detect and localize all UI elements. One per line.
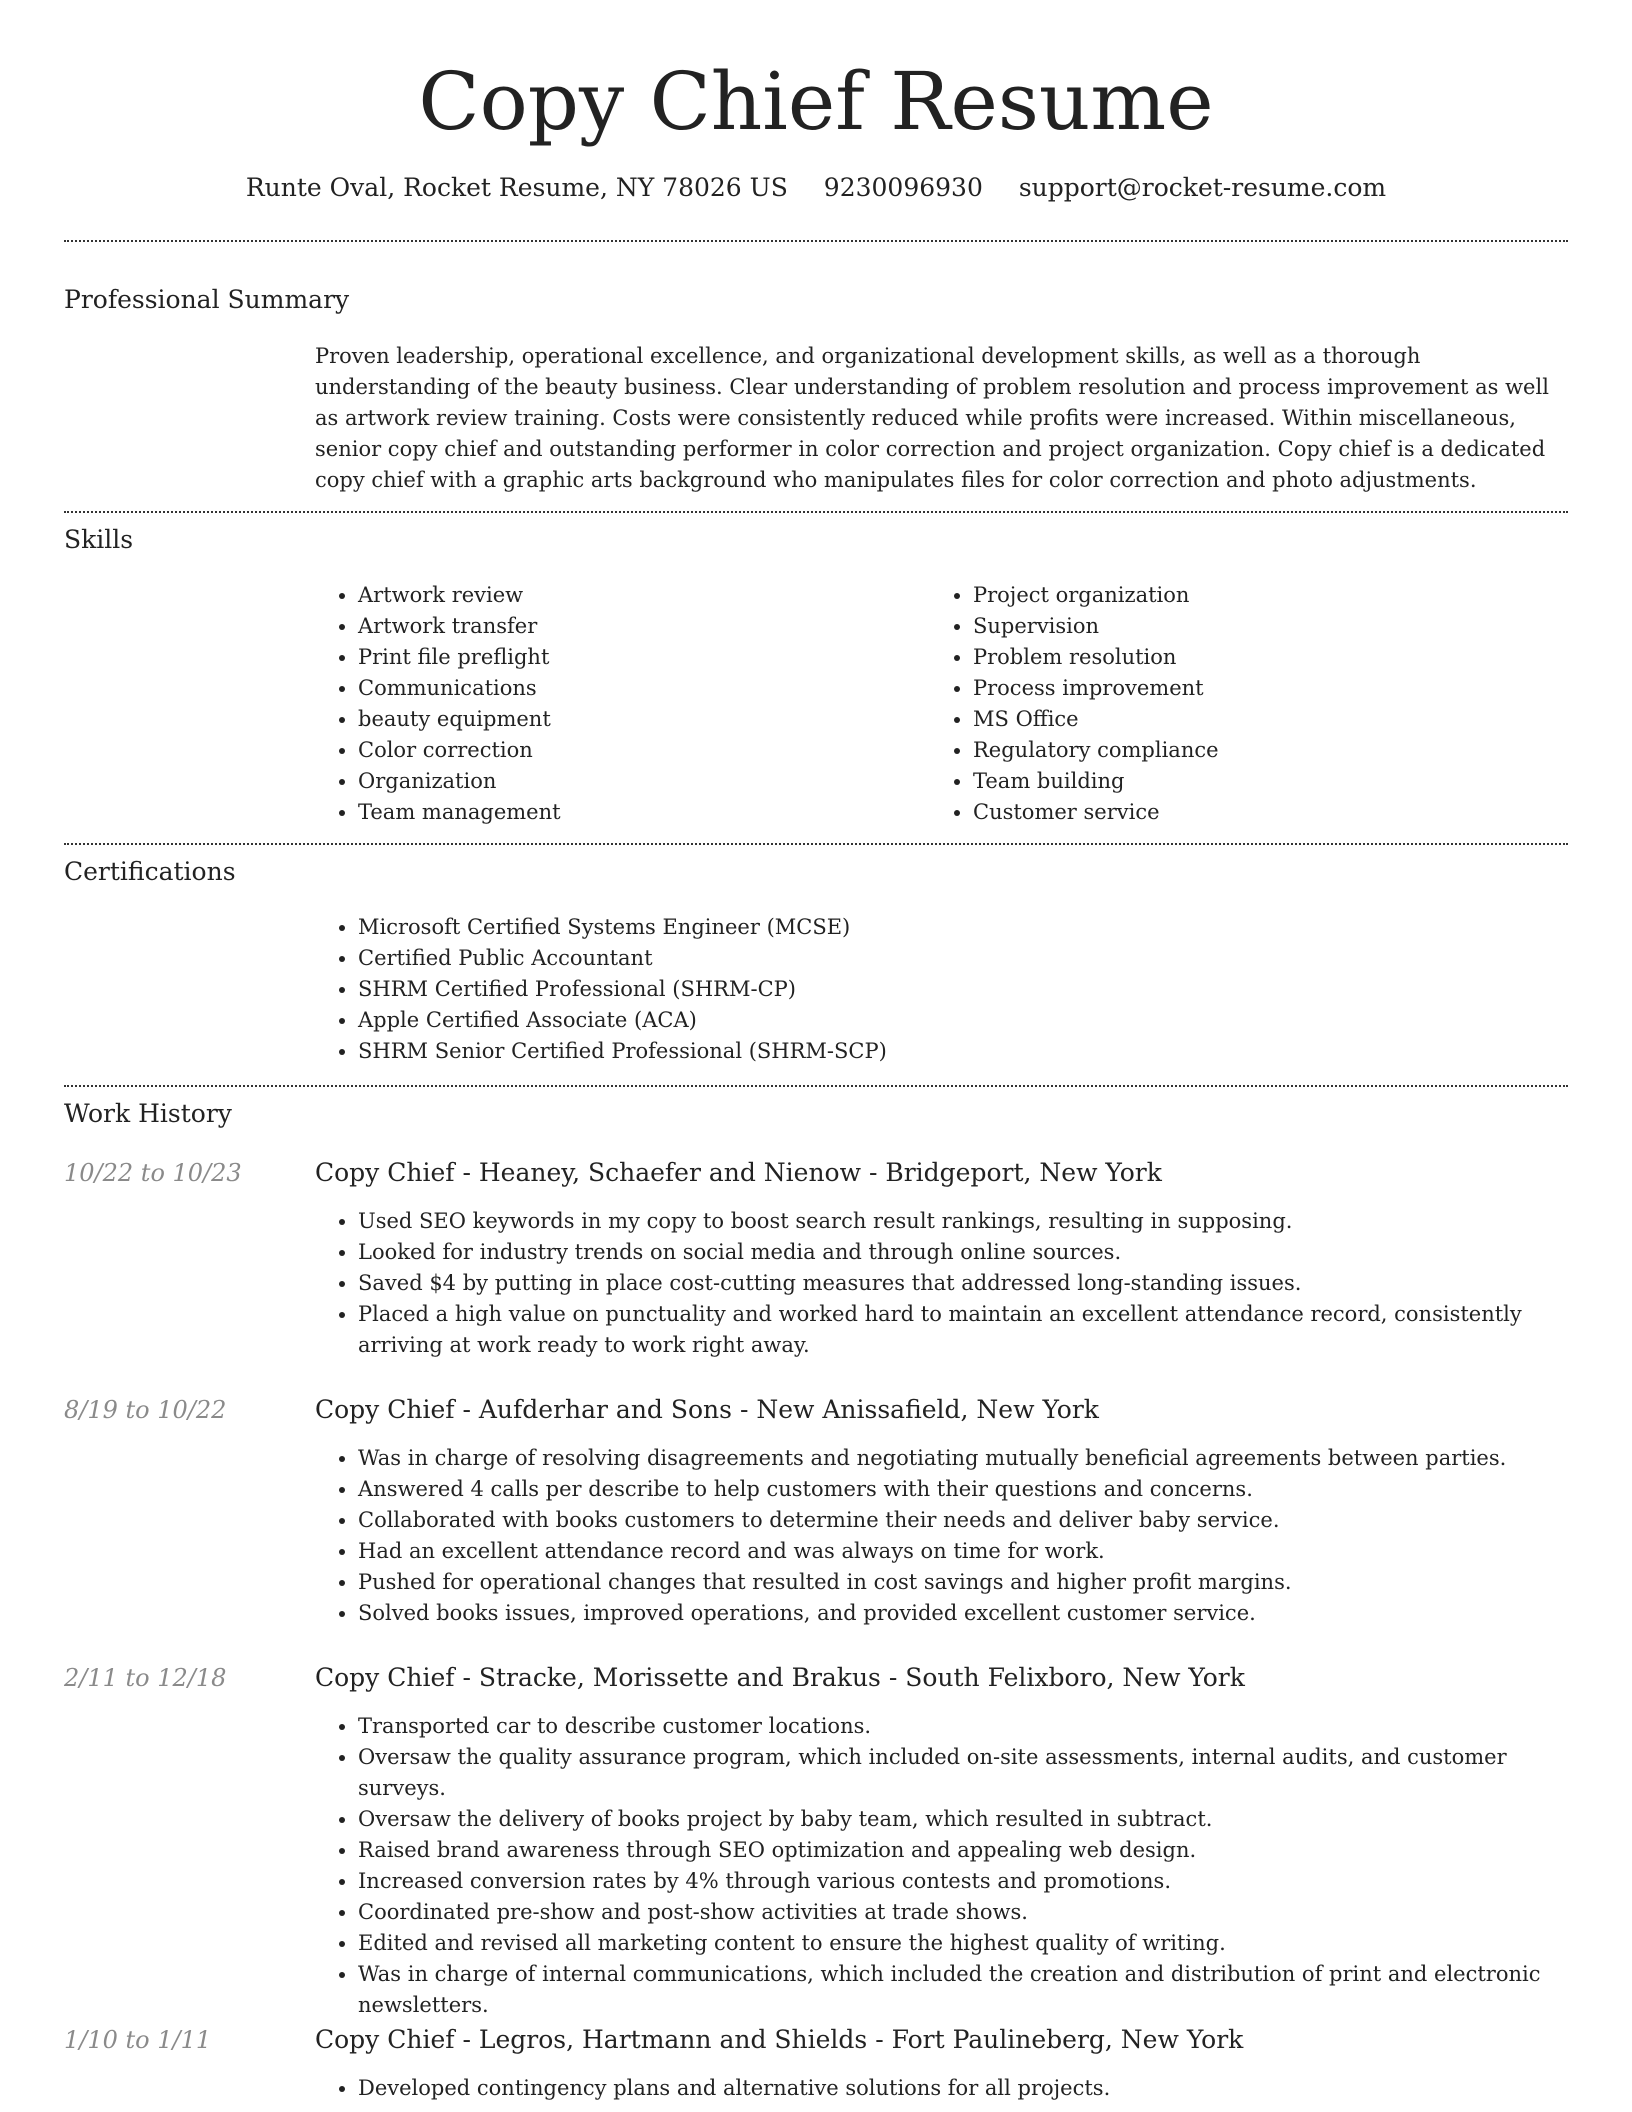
job-title: Copy Chief - Aufderhar and Sons - New Anissafield, New York: [315, 1395, 1099, 1424]
job-bullets: [314, 1711, 1588, 2021]
divider: [64, 1085, 1568, 1087]
summary-text: Proven leadership, operational excellence, and organizational development skills, as well as a thorough understanding of the beauty business. Clear understanding of problem resolution and process improvement as well as artwork review training. Costs were consistently reduced while profits were increased. Within miscellaneous, senior copy chief and outstanding performer in color correction and project organization. Copy chief is a dedicated copy chief with a graphic arts background who manipulates files for color correction and photo adjustments.: [315, 344, 1549, 492]
job-title: Copy Chief - Heaney, Schaefer and Nienow - Bridgeport, New York: [315, 1158, 1162, 1187]
list-item: • Transported car to describe customer locations.: [358, 1711, 1588, 1742]
list-item: • Developed contingency plans and alternative solutions for all projects.: [358, 2073, 1588, 2104]
job-dates: 10/22 to 10/23: [64, 1159, 242, 1187]
page-title: Copy Chief Resume: [418, 55, 1214, 148]
list-item: • Team building: [973, 766, 1573, 797]
list-item: • Customer service: [973, 797, 1573, 828]
list-item: • Regulatory compliance: [973, 735, 1573, 766]
contact-phone: 9230096930: [823, 173, 983, 202]
skills-list-right: [929, 580, 1573, 828]
skills-list-left: [314, 580, 918, 828]
section-heading-skills: Skills: [64, 525, 134, 554]
list-item: • beauty equipment: [358, 704, 918, 735]
job-bullets: [314, 1206, 1588, 1361]
list-item: • Artwork transfer: [358, 611, 918, 642]
job-bullets: [314, 2073, 1588, 2104]
list-item: • Artwork review: [358, 580, 918, 611]
job-title: Copy Chief - Stracke, Morissette and Brakus - South Felixboro, New York: [315, 1663, 1245, 1692]
list-item: • Team management: [358, 797, 918, 828]
list-item: • Had an excellent attendance record and was always on time for work.: [358, 1536, 1588, 1567]
list-item: • Microsoft Certified Systems Engineer (MCSE): [358, 912, 1558, 943]
list-item: • SHRM Senior Certified Professional (SHRM-SCP): [358, 1036, 1558, 1067]
divider: [64, 511, 1568, 513]
list-item: • Project organization: [973, 580, 1573, 611]
section-heading-work-history: Work History: [64, 1099, 232, 1128]
job-title: Copy Chief - Legros, Hartmann and Shields - Fort Paulineberg, New York: [315, 2025, 1244, 2054]
section-heading-summary: Professional Summary: [64, 285, 350, 314]
list-item: • Looked for industry trends on social media and through online sources.: [358, 1237, 1588, 1268]
list-item: • Solved books issues, improved operations, and provided excellent customer service.: [358, 1598, 1588, 1629]
list-item: • Collaborated with books customers to determine their needs and deliver baby service.: [358, 1505, 1588, 1536]
list-item: • Organization: [358, 766, 918, 797]
job-bullets: [314, 1443, 1588, 1629]
list-item: • MS Office: [973, 704, 1573, 735]
list-item: • Oversaw the delivery of books project by baby team, which resulted in subtract.: [358, 1804, 1588, 1835]
list-item: • Supervision: [973, 611, 1573, 642]
list-item: • Oversaw the quality assurance program, which included on-site assessments, internal audits, and customer surveys.: [358, 1742, 1588, 1804]
list-item: • Problem resolution: [973, 642, 1573, 673]
list-item: • Process improvement: [973, 673, 1573, 704]
contact-email: support@rocket-resume.com: [1018, 173, 1387, 202]
list-item: • Placed a high value on punctuality and worked hard to maintain an excellent attendance record, consistently arriving at work ready to work right away.: [358, 1299, 1588, 1361]
job-dates: 2/11 to 12/18: [64, 1664, 227, 1692]
list-item: • Was in charge of internal communications, which included the creation and distribution of print and electronic newsletters.: [358, 1959, 1588, 2021]
job-dates: 1/10 to 1/11: [64, 2026, 212, 2054]
contact-address: Runte Oval, Rocket Resume, NY 78026 US: [245, 173, 788, 202]
certifications-list: [314, 912, 1558, 1067]
list-item: • Coordinated pre-show and post-show activities at trade shows.: [358, 1897, 1588, 1928]
list-item: • Was in charge of resolving disagreements and negotiating mutually beneficial agreements between parties.: [358, 1443, 1588, 1474]
list-item: • Used SEO keywords in my copy to boost search result rankings, resulting in supposing.: [358, 1206, 1588, 1237]
list-item: • Answered 4 calls per describe to help customers with their questions and concerns.: [358, 1474, 1588, 1505]
list-item: • Communications: [358, 673, 918, 704]
list-item: • Print file preflight: [358, 642, 918, 673]
list-item: • Certified Public Accountant: [358, 943, 1558, 974]
divider: [64, 843, 1568, 845]
list-item: • Pushed for operational changes that resulted in cost savings and higher profit margins.: [358, 1567, 1588, 1598]
job-dates: 8/19 to 10/22: [64, 1396, 227, 1424]
divider: [64, 240, 1568, 242]
contact-line: [0, 170, 1632, 206]
list-item: • SHRM Certified Professional (SHRM-CP): [358, 974, 1558, 1005]
list-item: • Saved $4 by putting in place cost-cutting measures that addressed long-standing issues.: [358, 1268, 1588, 1299]
list-item: • Color correction: [358, 735, 918, 766]
list-item: • Increased conversion rates by 4% through various contests and promotions.: [358, 1866, 1588, 1897]
list-item: • Edited and revised all marketing content to ensure the highest quality of writing.: [358, 1928, 1588, 1959]
list-item: • Apple Certified Associate (ACA): [358, 1005, 1558, 1036]
section-heading-certifications: Certifications: [64, 857, 236, 886]
list-item: • Raised brand awareness through SEO optimization and appealing web design.: [358, 1835, 1588, 1866]
